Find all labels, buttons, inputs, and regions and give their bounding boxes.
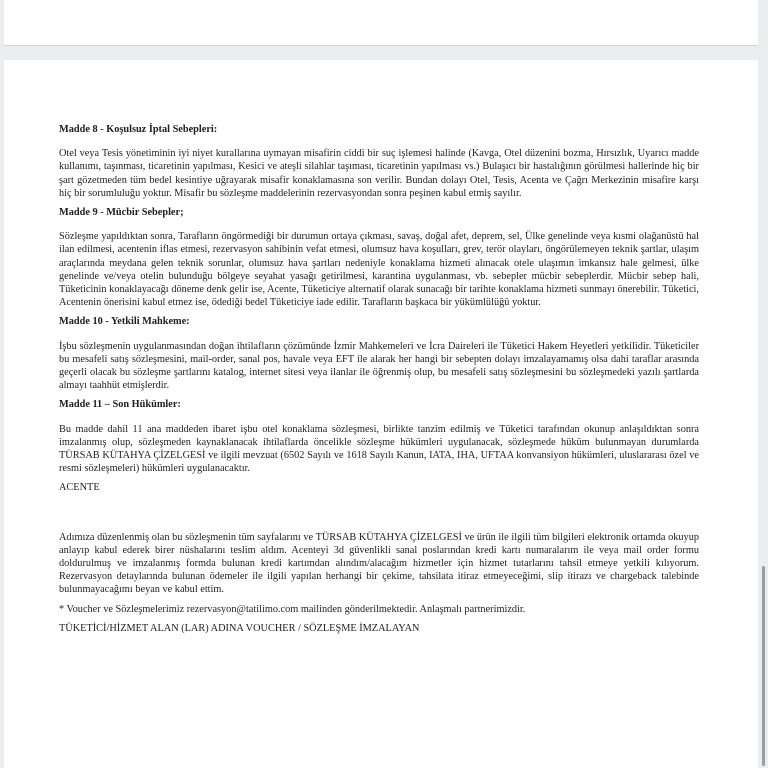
section-body: İşbu sözleşmenin uygulanmasından doğan ihtilafların çözümünde İzmir Mahkemeleri ve İcra Daireleri ile Tüketici Hakem Heyetleri yetkilidir. Tüketiciler bu mesafeli satış sözleşmesini, mail-order, sanal pos, havale veya EFT ile alarak her hangi bir sebepten dolayı imzalayamamış olsa dahi taraflar arasında geçerli olacak bu sözleşme şartlarını katalog, internet sitesi veya ilanlar ile öğrenmiş olup, bu mesafeli satış sözleşmesini bu sözleşmedeki yazılı şartlarda almayı taahhüt etmişlerdir. [59,340,699,392]
section-body: Bu madde dahil 11 ana maddeden ibaret işbu otel konaklama sözleşmesi, birlikte tanzim edilmiş ve Tüketici tarafından okunup anlaşıldıktan sonra imzalanmış olup, sözleşmeden kaynaklanacak ihtilaflarda öncelikle sözleşme hükümleri uygulanacak, sözleşmede hüküm bulunmayan durumlarda TÜRSAB KÜTAHYA ÇİZELGESİ ve ilgili mevzuat (6502 Sayılı ve 1618 Sayılı Kanun, IATA, IHA, UFTAA konvansiyon hükümleri, uluslararası özel ve resmi sözleşmeleri) hükümleri uygulanacaktır. [59,423,699,475]
acente-label: ACENTE [59,482,100,494]
signature-space [59,501,699,531]
section-madde-10 [59,315,699,392]
section-heading: Madde 9 - Mücbir Sebepler; [59,207,184,219]
previous-page-bottom [4,0,758,46]
section-heading: Madde 11 – Son Hükümler: [59,399,181,411]
document-page [4,60,758,768]
section-body: Sözleşme yapıldıktan sonra, Tarafların öngörmediği bir durumun ortaya çıkması, savaş, doğal afet, deprem, sel, Ülke genelinde veya kısmi olağanüstü hal ilan edilmesi, acentenin iflas etmesi, rezervasyon sahibinin vefat etmesi, olumsuz hava koşulları, grev, terör olayları, öngörülemeyen teknik şartlar, ulaşım araçlarında meydana gelen teknik sorunlar, olumsuz hava şartları nedeniyle konaklama hizmeti alınacak otele ulaşımın imkansız hale gelmesi, ülke genelinde ve/veya otelin bulunduğu bölgeye seyahat yasağı getirilmesi, karantina uygulanması, vb. sebepler mücbir sebeplerdir. Mücbir sebep hali, Tüketicinin konaklayacağı döneme denk gelir ise, Acente, Tüketiciye alternatif olarak sunacağı bir tarihte konaklama hizmeti sunmayı önerebilir. Tüketici, Acentenin önerisini kabul etmez ise, ödediği bedel Tüketiciye iade edilir. Tarafların başkaca bir yükümlülüğü yoktur. [59,231,699,309]
section-heading: Madde 8 - Koşulsuz İptal Sebepleri: [59,124,218,135]
voucher-note: * Voucher ve Sözleşmelerimiz rezervasyon@tatilimo.com mailinden gönderilmektedir. Anlaşmalı partnerimizdir. [59,603,526,615]
section-madde-11 [59,398,699,475]
scrollbar[interactable] [762,566,765,766]
section-body: Otel veya Tesis yönetiminin iyi niyet kurallarına uymayan misafirin ciddi bir suç işlemesi halinde (Kavga, Otel düzenini bozma, Hırsızlık, Uyarıcı madde kullanımı, taşınması, ticaretinin yapılması, Kesici ve ateşli silahlar taşıması, ticaretinin yapılması vs.) Bulaşıcı bir hastalığının görülmesi hallerinde hiç bir şart gözetmeden tüm bedel kesintiye uğrayarak misafir konaklamasına son verilir. Bundan dolayı Otel, Tesis, Acenta ve Çağrı Merkezinin misafire karşı hiç bir sorumluluğu yoktur. Misafir bu sözleşme maddelerinin rezervasyondan sonra peşinen kabul etmiş sayılır. [59,148,699,199]
section-madde-8 [59,123,699,200]
section-heading: Madde 10 - Yetkili Mahkeme: [59,316,190,328]
contract-content [59,123,699,641]
closing-paragraph: Adımıza düzenlenmiş olan bu sözleşmenin tüm sayfalarını ve TÜRSAB KÜTAHYA ÇİZELGESİ ve ürün ile ilgili tüm bilgileri elektronik ortamda okuyup anlayıp kabul ederek birer nüshalarını teslim aldım. Acenteyi 3d güvenlikli sanal poslarından kredi kartı numaralarım ile veya mail order formu doldurulmuş ve imzalanmış formda bulunan kredi kartımdan alındım/alacağım hizmetler için hizmet tutarlarını tahsil etmeye yetkili kılıyorum. Rezervasyon detaylarında bulunan ödemeler ile ilgili yapılan herhangi bir çekime, tahsilata itiraz etmeyeceğimi, slip itirazı ve chargeback talebinde bulunmayacağımı beyan ve kabul ettim. [59,531,699,596]
section-madde-9 [59,206,699,309]
signature-line: TÜKETİCİ/HİZMET ALAN (LAR) ADINA VOUCHER / SÖZLEŞME İMZALAYAN [59,622,420,634]
